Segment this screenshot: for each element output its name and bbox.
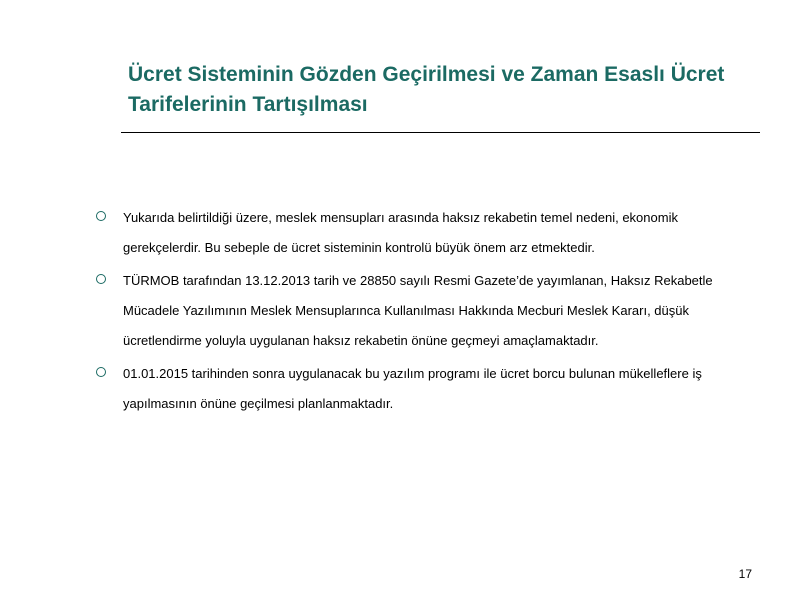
hollow-circle-bullet-icon xyxy=(96,367,106,377)
bullet-item-3 xyxy=(96,359,756,419)
bullet-item-1 xyxy=(96,203,756,263)
bullet-text-1: Yukarıda belirtildiği üzere, meslek mensupları arasında haksız rekabetin temel nedeni, ekonomik gerekçelerdir. Bu sebeple de ücret sisteminin kontrolü büyük önem arz etmektedir. xyxy=(123,210,678,255)
bullet-text-2: TÜRMOB tarafından 13.12.2013 tarih ve 28850 sayılı Resmi Gazete’de yayımlanan, Haksız Rekabetle Mücadele Yazılımının Meslek Mensuplarınca Kullanılması Hakkında Mecburi Meslek Kararı, düşük ücretlendirme yoluyla uygulanan haksız rekabetin önüne geçmeyi amaçlamaktadır. xyxy=(123,273,713,348)
bullet-item-2 xyxy=(96,266,756,356)
title-divider xyxy=(121,132,760,133)
slide-title-line-1: Ücret Sisteminin Gözden Geçirilmesi ve Zaman Esaslı Ücret xyxy=(128,63,725,86)
page-number: 17 xyxy=(738,567,752,581)
hollow-circle-bullet-icon xyxy=(96,274,106,284)
slide-title xyxy=(128,60,768,120)
hollow-circle-bullet-icon xyxy=(96,211,106,221)
bullet-text-3: 01.01.2015 tarihinden sonra uygulanacak bu yazılım programı ile ücret borcu bulunan mükelleflere iş yapılmasının önüne geçilmesi planlanmaktadır. xyxy=(123,366,702,411)
slide-title-line-2: Tarifelerinin Tartışılması xyxy=(128,93,368,116)
bullet-list xyxy=(96,203,756,422)
